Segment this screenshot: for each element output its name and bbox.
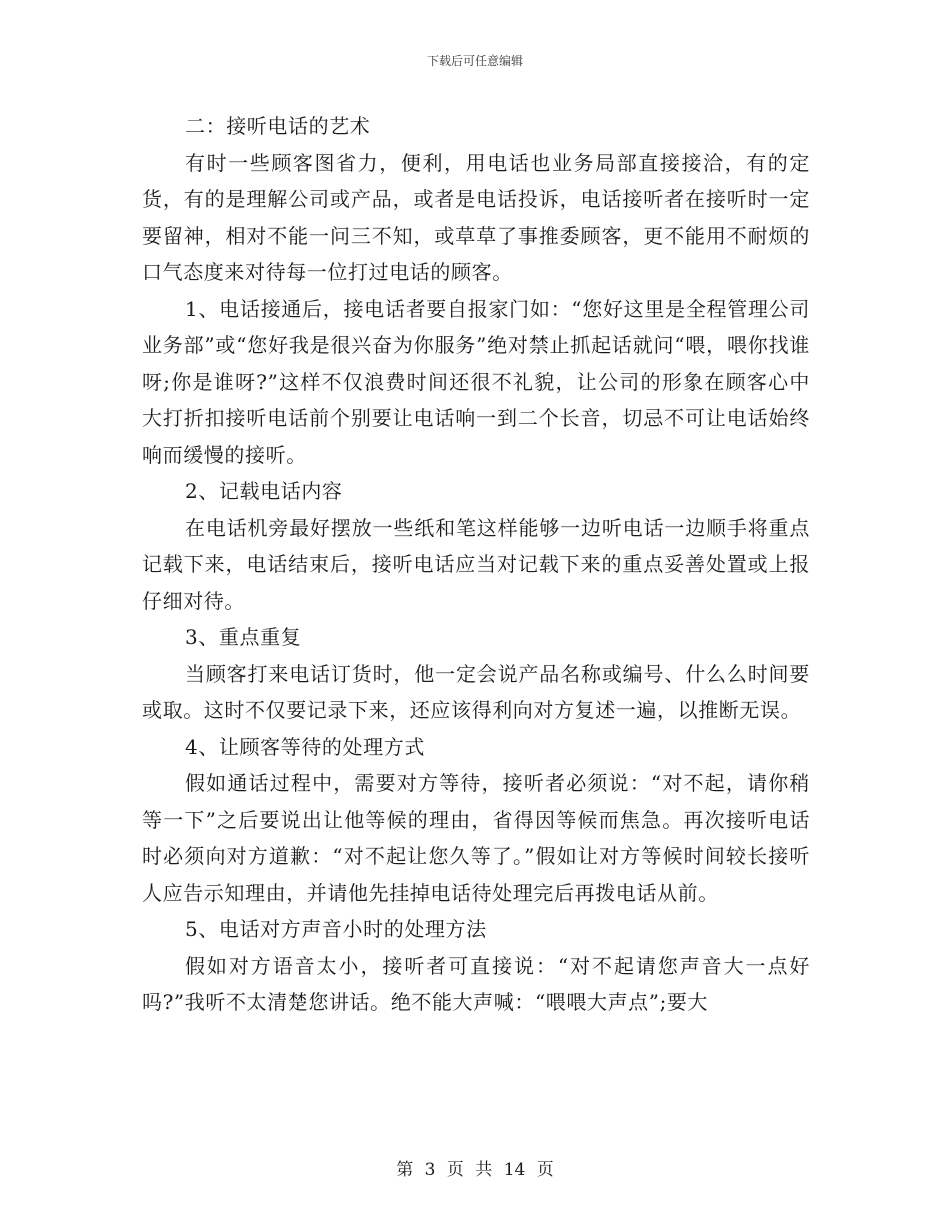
paragraph: 在电话机旁最好摆放一些纸和笔这样能够一边听电话一边顺手将重点记载下来，电话结束后，接听电话应当对记载下来的重点妥善处置或上报仔细对待。: [142, 515, 810, 613]
paragraph: 假如通话过程中，需要对方等待，接听者必须说：“对不起，请你稍等一下”之后要说出让他等候的理由，省得因等候而焦急。再次接听电话时必须向对方道歉：“对不起让您久等了。”假如让对方等候时间较长接听人应告示知理由，并请他先挂掉电话待处理完后再拨电话从前。: [142, 771, 810, 905]
paragraph: 假如对方语音太小，接听者可直接说：“对不起请您声音大一点好吗?”我听不太清楚您讲话。绝不能大声喊：“喂喂大声点”;要大: [142, 953, 810, 1014]
list-item-4-heading: 4、让顾客等待的处理方式: [185, 734, 425, 759]
paragraph: 当顾客打来电话订货时，他一定会说产品名称或编号、什么么时间要或取。这时不仅要记录下来，还应该得利向对方复述一遍，以推断无误。: [142, 661, 810, 722]
list-item-3-heading: 3、重点重复: [185, 625, 302, 649]
page-header: 下载后可任意编辑: [426, 54, 523, 68]
list-item-5-heading: 5、电话对方声音小时的处理方法: [185, 917, 487, 941]
section-heading: 二：接听电话的艺术: [185, 114, 371, 138]
document-body: [142, 108, 810, 1021]
list-item-1: 1、电话接通后，接电话者要自报家门如：“您好这里是全程管理公司业务部”或“您好我是很兴奋为你服务”绝对禁止抓起话就问“喂，喂你找谁呀;你是谁呀?”这样不仅浪费时间还很不礼貌，让公司的形象在顾客心中大打折扣接听电话前个别要让电话响一到二个长音，切忌不可让电话始终响而缓慢的接听。: [142, 296, 810, 467]
page-footer: 第 3 页 共 14 页: [396, 1160, 554, 1180]
list-item-2-heading: 2、记载电话内容: [185, 479, 343, 503]
paragraph: 有时一些顾客图省力，便利，用电话也业务局部直接接洽，有的定货，有的是理解公司或产品，或者是电话投诉，电话接听者在接听时一定要留神，相对不能一问三不知，或草草了事推委顾客，更不能用不耐烦的口气态度来对待每一位打过电话的顾客。: [142, 150, 810, 284]
